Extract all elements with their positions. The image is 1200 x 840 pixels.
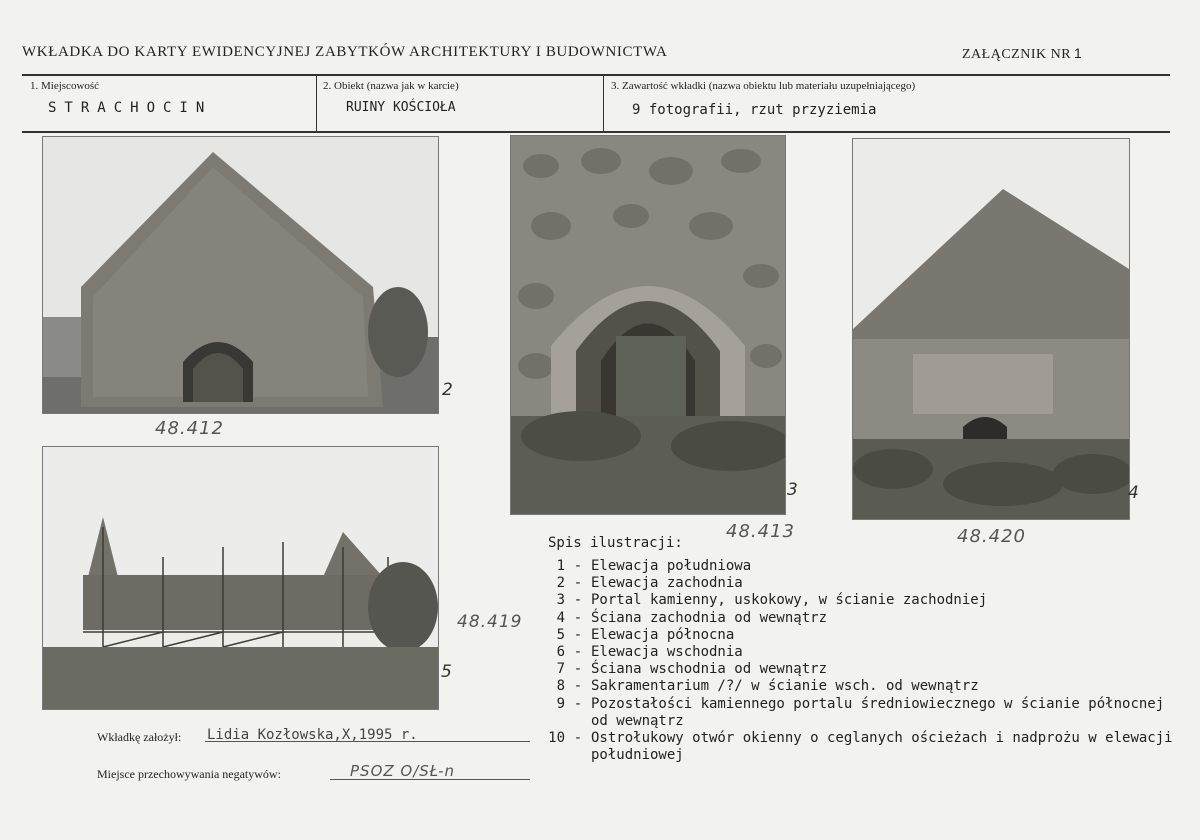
list-item: 4 - Ściana zachodnia od wewnątrz: [556, 609, 828, 626]
photo-stone-portal: [510, 135, 786, 515]
photo-number-5: 5: [441, 662, 452, 682]
photo-caption-5: 48.419: [457, 612, 523, 632]
list-item: 9 - Pozostałości kamiennego portalu średniowiecznego w ścianie północnej od wewnątrz: [556, 695, 1165, 729]
photo-number-3: 3: [787, 480, 798, 500]
attachment-label: [962, 45, 1082, 63]
field-3-label: 3. Zawartość wkładki (nazwa obiektu lub materiału uzupełniającego): [611, 80, 916, 92]
list-item: 5 - Elewacja północna: [556, 626, 735, 643]
attachment-number: 1: [1074, 45, 1083, 61]
field-divider-2: [603, 76, 604, 131]
created-by-underline: [205, 741, 530, 742]
field-2-value: RUINY KOŚCIOŁA: [346, 100, 456, 115]
photo-caption-4: 48.420: [957, 526, 1026, 547]
photo-scaffolded-ruin: [42, 446, 439, 710]
negatives-storage-value: PSOZ O/SŁ-n: [350, 762, 455, 780]
attachment-label-text: ZAŁĄCZNIK NR: [962, 47, 1072, 62]
illustrations-title: Spis ilustracji:: [548, 535, 683, 551]
list-item: 7 - Ściana wschodnia od wewnątrz: [556, 661, 828, 678]
photo-number-2: 2: [442, 380, 453, 400]
negatives-storage-label: Miejsce przechowywania negatywów:: [97, 767, 281, 781]
list-item: 6 - Elewacja wschodnia: [556, 644, 743, 661]
field-3-value: 9 fotografii, rzut przyziemia: [632, 102, 877, 118]
photo-caption-2: 48.412: [155, 418, 224, 439]
list-item: 10 - Ostrołukowy otwór okienny o ceglanych ościeżach i nadprożu w elewacji południowej: [548, 730, 1173, 764]
field-2-label: 2. Obiekt (nazwa jak w karcie): [323, 80, 459, 92]
field-divider-1: [316, 76, 317, 131]
fields-bottom-rule: [22, 131, 1170, 133]
photo-number-4: 4: [1128, 483, 1139, 503]
list-item: 3 - Portal kamienny, uskokowy, w ścianie zachodniej: [556, 592, 988, 609]
list-item: 1 - Elewacja południowa: [556, 558, 752, 574]
field-1-value: STRACHOCIN: [48, 100, 213, 116]
illustrations-list: [545, 558, 1185, 764]
list-item: 2 - Elewacja zachodnia: [556, 575, 743, 592]
top-rule: [22, 74, 1170, 76]
list-item: 8 - Sakramentarium /?/ w ścianie wsch. od wewnątrz: [556, 678, 979, 695]
photo-caption-3: 48.413: [726, 521, 795, 542]
photo-interior-wall: [852, 138, 1130, 520]
created-by-value: Lidia Kozłowska,X,1995 r.: [207, 727, 418, 743]
photo-gable-wall: [42, 136, 439, 414]
document-title: WKŁADKA DO KARTY EWIDENCYJNEJ ZABYTKÓW ARCHITEKTURY I BUDOWNICTWA: [22, 44, 668, 60]
field-1-label: 1. Miejscowość: [30, 80, 100, 92]
created-by-label: Wkładkę założył:: [97, 730, 182, 744]
negatives-storage-underline: [330, 779, 530, 780]
